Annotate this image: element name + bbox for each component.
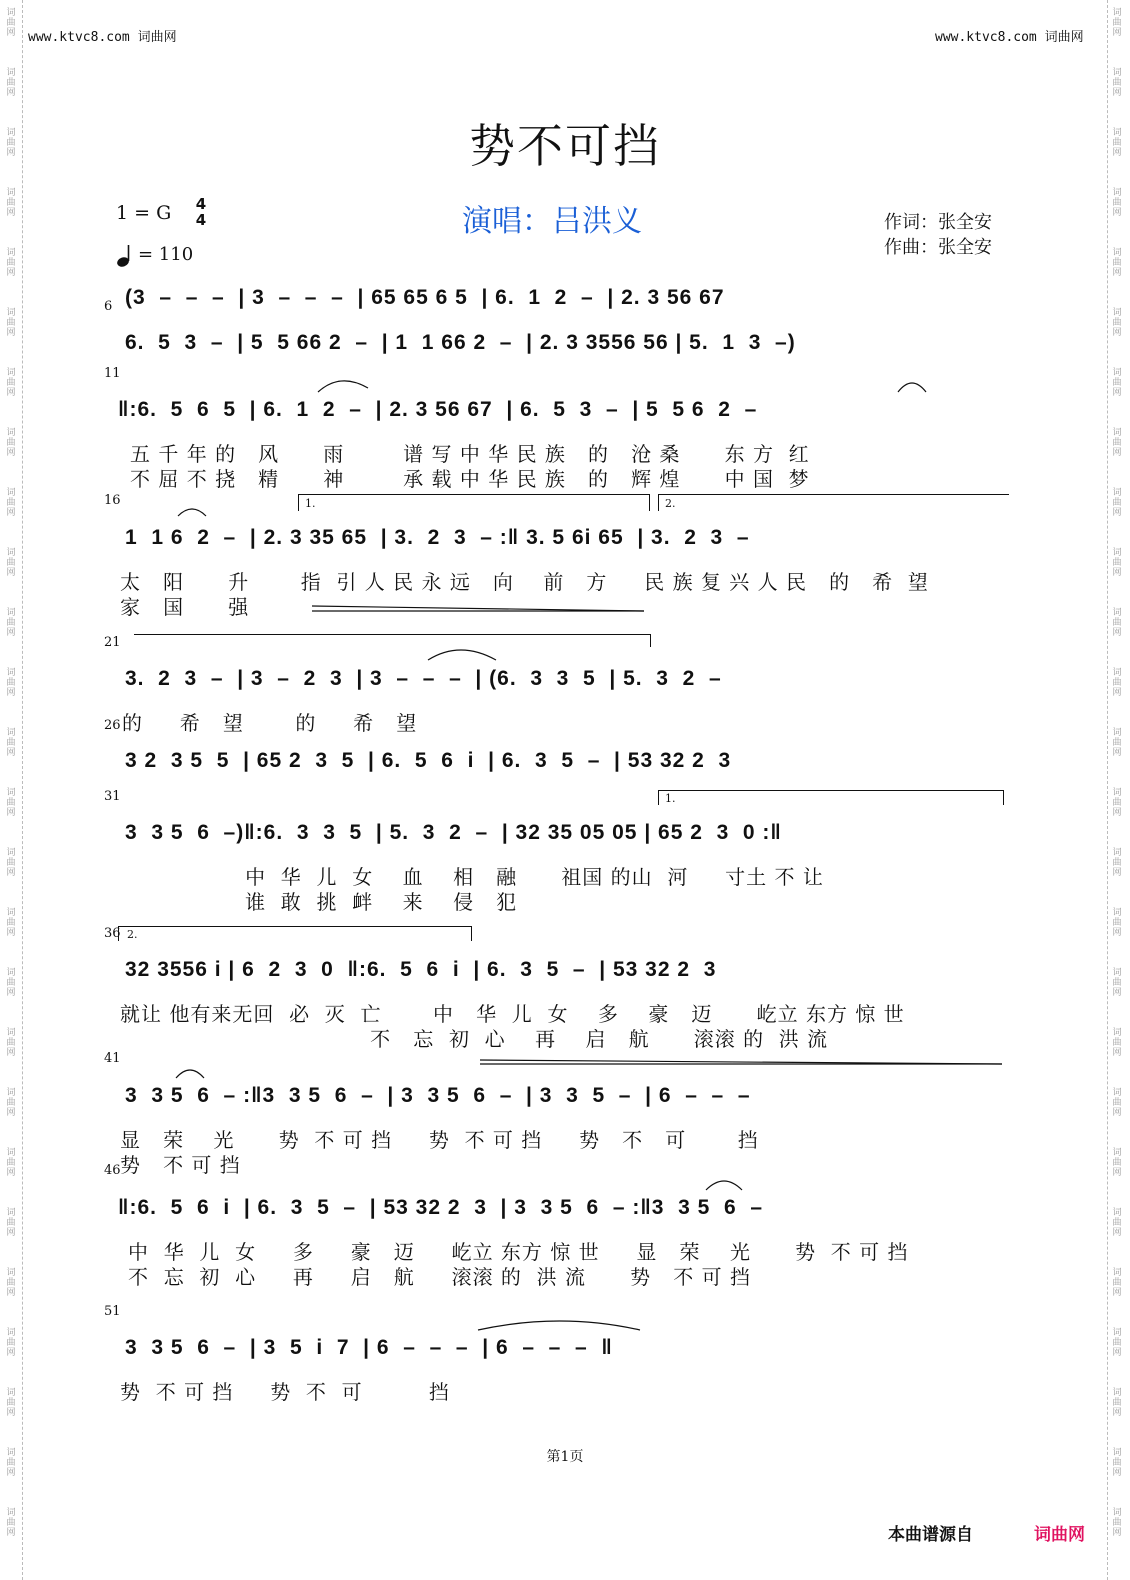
watermark-text: 词 曲 网 [1112,128,1122,158]
watermark-text: 词 曲 网 [1112,68,1122,98]
watermark-text: 词 曲 网 [1112,1328,1122,1358]
volta-bracket-1: 1. [658,790,1004,805]
watermark-text: 词 曲 网 [6,968,16,998]
measure-number: 51 [104,1304,121,1319]
lyric-line: 中 华 儿 女 多 豪 迈 屹立 东方 惊 世 显 荣 光 势 不 可 挡 [128,1240,909,1264]
watermark-text: 词 曲 网 [1112,1088,1122,1118]
watermark-text: 词 曲 网 [1112,8,1122,38]
watermark-text: 词 曲 网 [6,1388,16,1418]
volta-bracket-2: 2. [658,494,1009,511]
watermark-text: 词 曲 网 [6,728,16,758]
watermark-text: 词 曲 网 [6,428,16,458]
watermark-text: 词 曲 网 [6,1028,16,1058]
lyric-line: 谁 敢 挑 衅 来 侵 犯 [120,890,518,914]
notation-line: 1 1 6 2 – | 2. 3 35 65 | 3. 2 3 – :‖ 3. 5 6i 65 | 3. 2 3 – [125,526,757,549]
source-site-link[interactable]: 词曲网 [1034,1525,1085,1545]
watermark-text: 词 曲 网 [6,1508,16,1538]
watermark-text: 词 曲 网 [1112,248,1122,278]
watermark-text: 词 曲 网 [1112,608,1122,638]
notation-line: 3. 2 3 – | 3 – 2 3 | 3 – – – | (6. 3 3 5 | 5. 3 2 – [125,667,729,690]
watermark-text: 词 曲 网 [6,1448,16,1478]
watermark-text: 词 曲 网 [6,1208,16,1238]
notation-line: 32 3556 i | 6 2 3 0 ‖:6. 5 6 i | 6. 3 5 – | 53 32 2 3 [125,958,724,981]
site-link-right[interactable]: www.ktvc8.com 词曲网 [935,30,1084,45]
watermark-text: 词 曲 网 [1112,428,1122,458]
notation-line: 3 3 5 6 – | 3 5 i 7 | 6 – – – | 6 – – – ‖ [125,1336,613,1359]
watermark-text: 词 曲 网 [1112,368,1122,398]
volta-bracket-2: 2. [118,926,472,941]
measure-number: 46 [104,1163,121,1178]
volta-bracket-1: 1. [298,494,650,511]
watermark-text: 词 曲 网 [1112,1208,1122,1238]
lyric-line: 不 屈 不 挠 精 神 承 载 中 华 民 族 的 辉 煌 中 国 梦 [130,467,810,491]
watermark-text: 词 曲 网 [6,1148,16,1178]
notation-line: ‖:6. 5 6 5 | 6. 1 2 – | 2. 3 56 67 | 6. 5 3 – | 5 5 6 2 – [118,398,765,421]
notation-line: (3 – – – | 3 – – – | 65 65 6 5 | 6. 1 2 – | 2. 3 56 67 [125,286,732,309]
watermark-text: 词 曲 网 [6,488,16,518]
watermark-text: 词 曲 网 [1112,1508,1122,1538]
measure-number: 41 [104,1051,121,1066]
watermark-text: 词 曲 网 [6,848,16,878]
measure-number: 31 [104,789,121,804]
watermark-text: 词 曲 网 [1112,1028,1122,1058]
singer-credit: 演唱：吕洪义 [462,204,642,239]
time-signature-bottom: 4 [195,211,207,229]
notation-line: 3 2 3 5 5 | 65 2 3 5 | 6. 5 6 i | 6. 3 5 – | 53 32 2 3 [125,749,739,772]
lyric-line: 不 忘 初 心 再 启 航 滚滚 的 洪 流 [120,1027,829,1051]
notation-line: 3 3 5 6 – :‖3 3 5 6 – | 3 3 5 6 – | 3 3 5 – | 6 – – – [125,1084,758,1107]
watermark-text: 词 曲 网 [6,308,16,338]
watermark-text: 词 曲 网 [1112,1148,1122,1178]
watermark-text: 词 曲 网 [1112,968,1122,998]
watermark-text: 词 曲 网 [1112,728,1122,758]
watermark-text: 词 曲 网 [1112,668,1122,698]
song-title: 势不可挡 [469,119,661,173]
page-number: 第1页 [546,1449,584,1465]
watermark-text: 词 曲 网 [1112,908,1122,938]
watermark-text: 词 曲 网 [6,248,16,278]
site-link-left[interactable]: www.ktvc8.com 词曲网 [28,30,177,45]
notation-line: 3 3 5 6 –)‖:6. 3 3 5 | 5. 3 2 – | 32 35 05 05 | 65 2 3 0 :‖ [125,821,782,844]
watermark-text: 词 曲 网 [1112,308,1122,338]
watermark-text: 词 曲 网 [6,8,16,38]
watermark-text: 词 曲 网 [6,788,16,818]
lyric-line: 中 华 儿 女 血 相 融 祖国 的山 河 寸土 不 让 [120,865,824,889]
watermark-text: 词 曲 网 [1112,788,1122,818]
lyric-line: 家 国 强 [120,595,250,619]
watermark-text: 词 曲 网 [6,128,16,158]
notation-line: 6. 5 3 – | 5 5 66 2 – | 1 1 66 2 – | 2. 3 3556 56 | 5. 1 3 –) [125,331,796,354]
watermark-text: 词 曲 网 [1112,1448,1122,1478]
measure-number: 6 [104,299,113,314]
lyric-line: 势 不 可 挡 [120,1153,241,1177]
measure-number: 26 [104,718,121,733]
watermark-text: 词 曲 网 [6,68,16,98]
lyric-line: 不 忘 初 心 再 启 航 滚滚 的 洪 流 势 不 可 挡 [128,1265,751,1289]
watermark-text: 词 曲 网 [1112,1268,1122,1298]
measure-number: 21 [104,635,121,650]
lyric-line: 太 阳 升 指 引 人 民 永 远 向 前 方 民 族 复 兴 人 民 的 希 望 [120,570,929,594]
composer-credit: 作曲：张全安 [884,237,992,258]
lyric-line: 势 不 可 挡 势 不 可 挡 [120,1380,450,1404]
watermark-text: 词 曲 网 [6,608,16,638]
watermark-text: 词 曲 网 [1112,848,1122,878]
lyric-line: 显 荣 光 势 不 可 挡 势 不 可 挡 势 不 可 挡 [120,1128,759,1152]
watermark-text: 词 曲 网 [6,1328,16,1358]
tempo-mark: = 110 [138,244,194,265]
watermark-text: 词 曲 网 [1112,1388,1122,1418]
time-signature-top: 4 [195,195,207,213]
watermark-text: 词 曲 网 [1112,548,1122,578]
watermark-text: 词 曲 网 [6,368,16,398]
watermark-text: 词 曲 网 [6,908,16,938]
lyric-line: 就让 他有来无回 必 灭 亡 中 华 儿 女 多 豪 迈 屹立 东方 惊 世 [120,1002,905,1026]
measure-number: 16 [104,493,121,508]
watermark-text: 词 曲 网 [6,188,16,218]
measure-number: 36 [104,926,121,941]
notation-line: ‖:6. 5 6 i | 6. 3 5 – | 53 32 2 3 | 3 3 5 6 – :‖3 3 5 6 – [118,1196,770,1219]
lyricist-credit: 作词：张全安 [884,212,992,233]
measure-number: 11 [104,366,121,381]
lyric-line: 的 希 望 的 希 望 [122,711,418,735]
watermark-text: 词 曲 网 [1112,488,1122,518]
source-label: 本曲谱源自 [888,1525,973,1545]
watermark-text: 词 曲 网 [6,1268,16,1298]
watermark-text: 词 曲 网 [1112,188,1122,218]
watermark-text: 词 曲 网 [6,548,16,578]
watermark-text: 词 曲 网 [6,668,16,698]
lyric-line: 五 千 年 的 风 雨 谱 写 中 华 民 族 的 沧 桑 东 方 红 [130,442,810,466]
watermark-text: 词 曲 网 [6,1088,16,1118]
key-signature: 1 = G [116,202,172,224]
